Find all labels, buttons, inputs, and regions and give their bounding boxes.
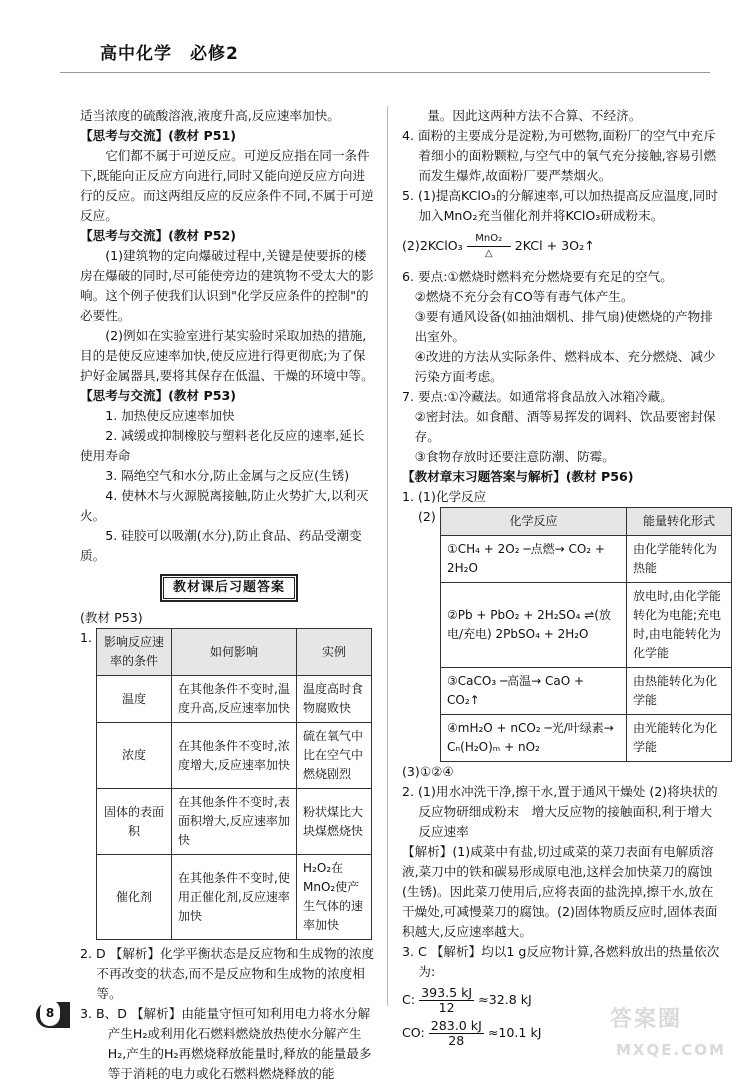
section-heading: 【思考与交流】(教材 P53) bbox=[80, 388, 236, 403]
section-heading: 【思考与交流】(教材 P52) bbox=[80, 228, 236, 243]
table-row bbox=[97, 676, 372, 723]
answer-3: 3. B、D 【解析】由能量守恒可知利用电力将水分解产生H₂或利用化石燃料燃烧放热使水分解产生H₂,产生的H₂再燃烧释放能量时,释放的能量最多等于消耗的电力或化石燃料燃烧释放的能 bbox=[80, 1006, 372, 1081]
table-cell: 在其他条件不变时,表面积增大,反应速率加快 bbox=[172, 789, 297, 855]
table-row bbox=[441, 536, 732, 583]
table-cell: ④mH₂O + nCO₂ ─光/叶绿素→ Cₙ(H₂O)ₘ + nO₂ bbox=[441, 715, 627, 762]
watermark-logo: 答案圈 bbox=[610, 1007, 683, 1032]
paragraph: 适当浓度的硫酸溶液,液度升高,反应速率加快。 bbox=[80, 108, 340, 123]
table-cell: 温度 bbox=[97, 676, 172, 723]
header-rule bbox=[60, 72, 710, 73]
page-number: 8 bbox=[40, 1000, 60, 1026]
table-row bbox=[97, 723, 372, 789]
table-row bbox=[441, 583, 732, 668]
paragraph: 量。因此这两种方法不合算、不经济。 bbox=[427, 108, 642, 123]
energy-table bbox=[440, 507, 732, 762]
denominator: 12 bbox=[438, 1000, 455, 1015]
answers-banner bbox=[160, 574, 298, 602]
list-item: 1. 加热使反应速率加快 bbox=[105, 408, 235, 423]
answer-4: 4. 面粉的主要成分是淀粉,为可燃物,面粉厂的空气中充斥着细小的面粉颗粒,与空气中的氧气充分接触,容易引燃而发生爆炸,故面粉厂要严禁烟火。 bbox=[402, 128, 717, 183]
eq-arrow bbox=[467, 232, 511, 261]
left-column bbox=[80, 106, 376, 1084]
table-cell: 由化学能转化为热能 bbox=[627, 536, 732, 583]
table-cell: 在其他条件不变时,浓度增大,反应速率加快 bbox=[172, 723, 297, 789]
list-item: ②密封法。如食醋、酒等易挥发的调料、饮品要密封保存。 bbox=[414, 409, 716, 444]
table-header: 实例 bbox=[297, 629, 372, 676]
table-header: 如何影响 bbox=[172, 629, 297, 676]
question-number: 1. bbox=[80, 630, 93, 645]
table1-wrap bbox=[80, 628, 376, 940]
right-column bbox=[402, 106, 720, 1048]
calc-label: CO: bbox=[402, 1025, 425, 1040]
list-item: 2. 减缓或抑制橡胶与塑料老化反应的速率,延长使用寿命 bbox=[80, 428, 365, 463]
fraction bbox=[429, 1019, 484, 1048]
table-header-row bbox=[441, 508, 732, 536]
table-cell: ③CaCO₃ ─高温→ CaO + CO₂↑ bbox=[441, 668, 627, 715]
answer-5: 5. (1)提高KClO₃的分解速率,可以加热提高反应温度,同时加入MnO₂充当催化剂并将KClO₃研成粉末。 bbox=[402, 188, 718, 223]
calc-result: ≈32.8 kJ bbox=[478, 992, 532, 1007]
answer-1-1: 1. (1)化学反应 bbox=[402, 489, 487, 504]
answer-2: 2. (1)用水冲洗干净,擦干水,置于通风干燥处 (2)将块状的反应物研细成粉末 增大反应物的接触面积,利于增大反应速率 bbox=[402, 784, 718, 839]
paragraph: 它们都不属于可逆反应。可逆反应指在同一条件下,既能向正反应方向进行,同时又能向逆反应方向进行的反应。而这两组反应的反应条件不同,不属于可逆反应。 bbox=[80, 148, 374, 223]
table-cell: 在其他条件不变时,温度升高,反应速率加快 bbox=[172, 676, 297, 723]
denominator: 28 bbox=[448, 1033, 465, 1048]
list-item: 6. 要点:①燃烧时燃料充分燃烧要有充足的空气。 bbox=[402, 269, 673, 284]
list-item: 7. 要点:①冷藏法。如通常将食品放入冰箱冷藏。 bbox=[402, 389, 673, 404]
table-cell: H₂O₂在MnO₂使产生气体的速率加快 bbox=[297, 855, 372, 940]
table-row bbox=[97, 789, 372, 855]
rate-factors-table bbox=[96, 628, 372, 940]
table-cell: 温度高时食物腐败快 bbox=[297, 676, 372, 723]
list-item: ④改进的方法从实际条件、燃料成本、充分燃烧、减少污染方面考虑。 bbox=[414, 349, 716, 384]
list-item: 5. 硅胶可以吸潮(水分),防止食品、药品受潮变质。 bbox=[80, 528, 362, 563]
table-header-row bbox=[97, 629, 372, 676]
table-cell: ①CH₄ + 2O₂ ─点燃→ CO₂ + 2H₂O bbox=[441, 536, 627, 583]
table-cell: 浓度 bbox=[97, 723, 172, 789]
page-title: 高中化学 必修2 bbox=[100, 44, 239, 64]
paragraph: (1)建筑物的定向爆破过程中,关键是使要拆的楼房在爆破的同时,尽可能使旁边的建筑物不受太大的影响。这个例子使我们认识到"化学反应条件的控制"的必要性。 bbox=[80, 248, 374, 323]
paragraph: (2)例如在实验室进行某实验时采取加热的措施,目的是使反应速率加快,使反应进行得更彻底;为了保护好金属器具,要将其保存在低温、干燥的环境中等。 bbox=[80, 328, 374, 383]
eq-right: 2KCl + 3O₂↑ bbox=[514, 238, 595, 253]
answer-3: 3. C 【解析】均以1 g反应物计算,各燃料放出的热量依次为: bbox=[402, 944, 720, 979]
fraction bbox=[419, 986, 474, 1015]
table2-wrap bbox=[402, 507, 720, 762]
list-item: ②燃烧不充分会有CO等有毒气体产生。 bbox=[414, 289, 634, 304]
eq-left: (2)2KClO₃ bbox=[402, 238, 463, 253]
table-row bbox=[441, 668, 732, 715]
numerator: 393.5 kJ bbox=[421, 985, 473, 1000]
answer-1-3: (3)①②④ bbox=[402, 764, 454, 779]
calc-result: ≈10.1 kJ bbox=[487, 1025, 542, 1040]
list-item: 4. 使林木与火源脱离接触,防止火势扩大,以利灭火。 bbox=[80, 488, 369, 523]
table-row bbox=[441, 715, 732, 762]
equation-kclo3 bbox=[402, 226, 720, 267]
list-item: ③食物存放时还要注意防潮、防霉。 bbox=[414, 449, 615, 464]
table-cell: 粉状煤比大块煤燃烧快 bbox=[297, 789, 372, 855]
table-cell: ②Pb + PbO₂ + 2H₂SO₄ ⇌(放电/充电) 2PbSO₄ + 2H₂O bbox=[441, 583, 627, 668]
table-cell: 在其他条件不变时,使用正催化剂,反应速率加快 bbox=[172, 855, 297, 940]
table-row bbox=[97, 855, 372, 940]
watermark-url: MXQE.COM bbox=[616, 1041, 726, 1059]
table-header: 化学反应 bbox=[441, 508, 627, 536]
table-cell: 由热能转化为化学能 bbox=[627, 668, 732, 715]
table-header: 能量转化形式 bbox=[627, 508, 732, 536]
answer-2: 2. D 【解析】化学平衡状态是反应物和生成物的浓度不再改变的状态,而不是反应物和生成物的浓度相等。 bbox=[80, 946, 375, 1001]
table-cell: 放电时,由化学能转化为电能;充电时,由电能转化为化学能 bbox=[627, 583, 732, 668]
section-heading: 【思考与交流】(教材 P51) bbox=[80, 128, 236, 143]
section-heading: 【教材章末习题答案与解析】(教材 P56) bbox=[402, 469, 634, 484]
eq-cond-bottom: △ bbox=[484, 248, 493, 259]
list-item: ③要有通风设备(如抽油烟机、排气扇)使燃烧的产物排出室外。 bbox=[414, 309, 713, 344]
numerator: 283.0 kJ bbox=[430, 1018, 482, 1033]
sub-number: (2) bbox=[418, 509, 436, 524]
table-cell: 催化剂 bbox=[97, 855, 172, 940]
table-cell: 固体的表面积 bbox=[97, 789, 172, 855]
banner-label: 教材课后习题答案 bbox=[163, 577, 295, 599]
column-divider bbox=[387, 106, 388, 1006]
table-header: 影响反应速率的条件 bbox=[97, 629, 172, 676]
table-cell: 硫在氧气中比在空气中燃烧剧烈 bbox=[297, 723, 372, 789]
calc-label: C: bbox=[402, 992, 416, 1007]
table-cell: 由光能转化为化学能 bbox=[627, 715, 732, 762]
analysis: 【解析】(1)咸菜中有盐,切过咸菜的菜刀表面有电解质溶液,菜刀中的铁和碳易形成原电池,这样会加快菜刀的腐蚀(生锈)。因此菜刀使用后,应将表面的盐洗掉,擦干水,放在干燥处,可减慢菜刀的腐蚀。(2)固体物质反应时,固体表面积越大,反应速率越大。 bbox=[402, 844, 718, 939]
list-item: 3. 隔绝空气和水分,防止金属与之反应(生锈) bbox=[105, 468, 350, 483]
source-label: (教材 P53) bbox=[80, 610, 143, 625]
eq-cond-top: MnO₂ bbox=[467, 232, 511, 247]
